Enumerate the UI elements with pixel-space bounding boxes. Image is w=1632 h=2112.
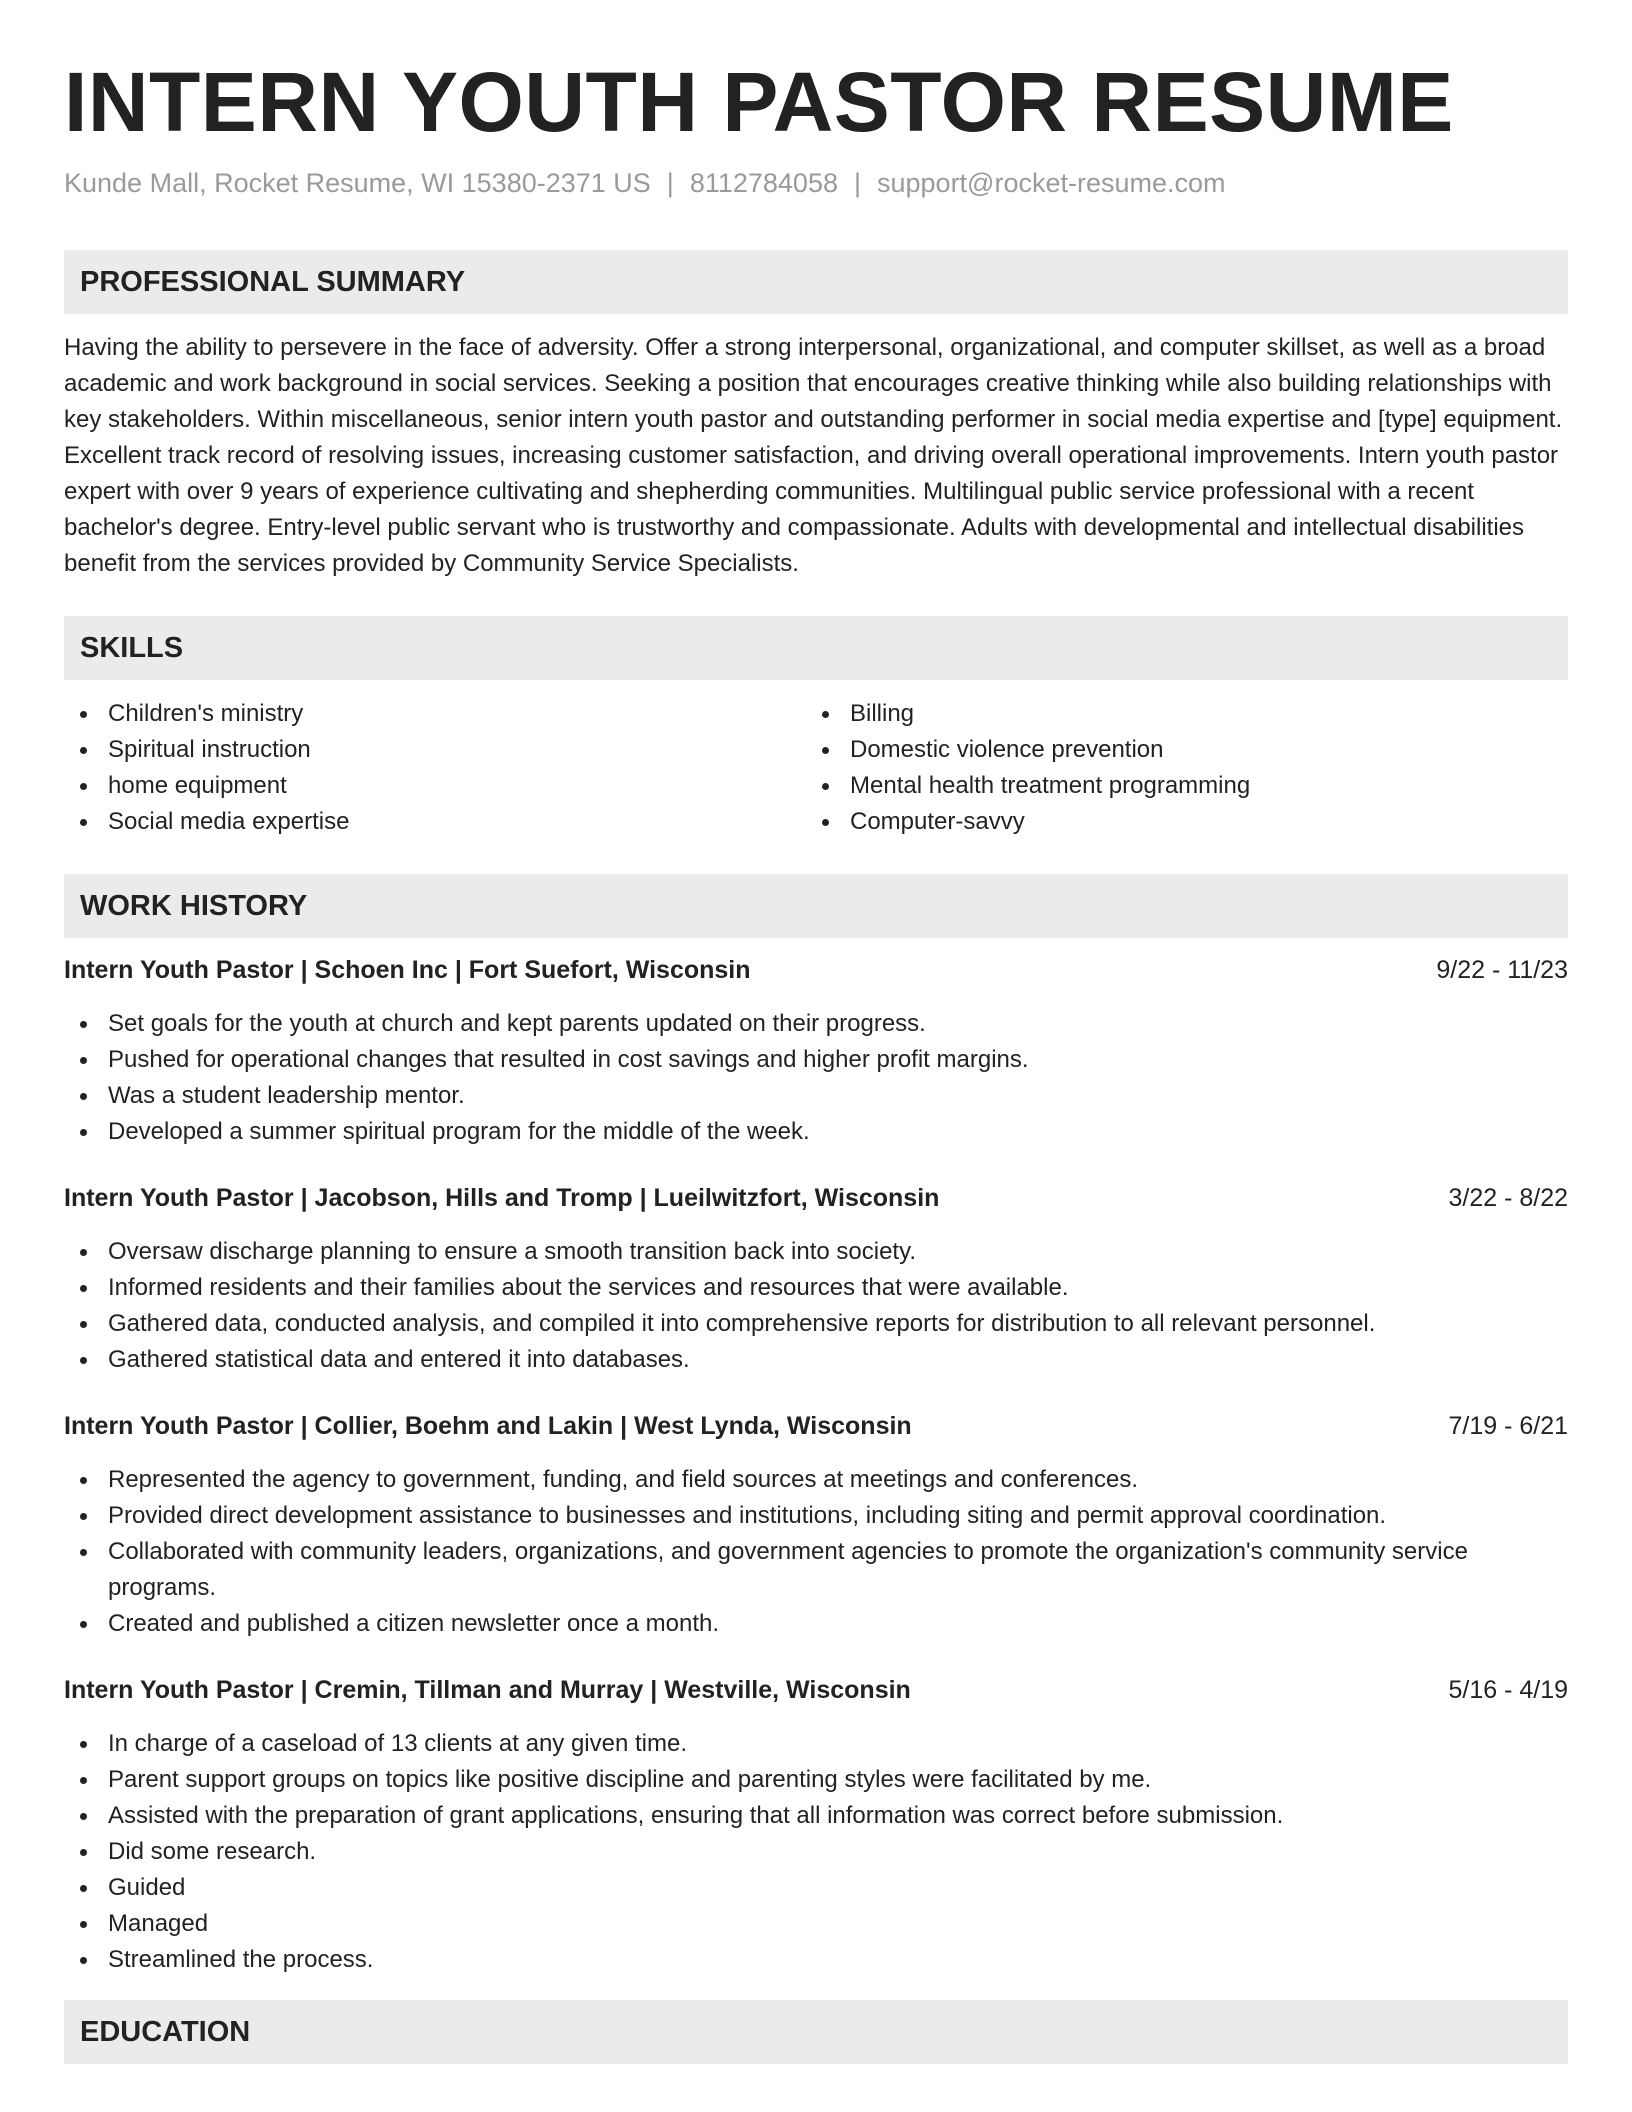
job-header — [64, 1672, 1568, 1708]
job-entry — [64, 1180, 1568, 1378]
job-bullets — [64, 1006, 1568, 1150]
job-dates: 5/16 - 4/19 — [1448, 1676, 1568, 1704]
job-bullet: Parent support groups on topics like positive discipline and parenting styles were facilitated by me. — [64, 1762, 1568, 1798]
job-entry — [64, 1408, 1568, 1642]
summary-text: Having the ability to persevere in the face of adversity. Offer a strong interpersonal, organizational, and computer skillset, as well as a broad academic and work background in social services. Seeking a position that encourages creative thinking while also building relationships with key stakeholders. Within miscellaneous, senior intern youth pastor and outstanding performer in social media expertise and [type] equipment. Excellent track record of resolving issues, increasing customer satisfaction, and driving overall operational improvements. Intern youth pastor expert with over 9 years of experience cultivating and shepherding communities. Multilingual public service professional with a recent bachelor's degree. Entry-level public servant who is trustworthy and compassionate. Adults with developmental and intellectual disabilities benefit from the services provided by Community Service Specialists. — [64, 334, 1563, 577]
job-title: Intern Youth Pastor | Jacobson, Hills and Tromp | Lueilwitzfort, Wisconsin — [64, 1184, 940, 1212]
job-bullets — [64, 1462, 1568, 1642]
job-title: Intern Youth Pastor | Collier, Boehm and Lakin | West Lynda, Wisconsin — [64, 1412, 912, 1440]
contact-separator: | — [853, 168, 861, 198]
section-heading-education: EDUCATION — [64, 2000, 1568, 2064]
job-bullet: Managed — [64, 1906, 1568, 1942]
contact-address: Kunde Mall, Rocket Resume, WI 15380-2371 US — [64, 168, 651, 198]
job-bullets — [64, 1726, 1568, 1978]
job-dates: 7/19 - 6/21 — [1448, 1412, 1568, 1440]
job-bullet: Oversaw discharge planning to ensure a smooth transition back into society. — [64, 1234, 1568, 1270]
section-heading-skills: SKILLS — [64, 616, 1568, 680]
contact-phone: 8112784058 — [689, 168, 838, 198]
section-heading-work-history: WORK HISTORY — [64, 874, 1568, 938]
skills-column-right — [806, 696, 1548, 840]
skill-item: Billing — [806, 696, 1548, 732]
skill-item: Computer-savvy — [806, 804, 1548, 840]
job-title: Intern Youth Pastor | Cremin, Tillman and Murray | Westville, Wisconsin — [64, 1676, 911, 1704]
job-dates: 9/22 - 11/23 — [1436, 956, 1568, 984]
resume-title: INTERN YOUTH PASTOR RESUME — [64, 55, 1454, 149]
section-heading-summary: PROFESSIONAL SUMMARY — [64, 250, 1568, 314]
job-bullet: Streamlined the process. — [64, 1942, 1568, 1978]
job-bullet: Collaborated with community leaders, organizations, and government agencies to promote the organization's community service programs. — [64, 1534, 1568, 1606]
job-header — [64, 1408, 1568, 1444]
skill-item: Children's ministry — [64, 696, 806, 732]
job-dates: 3/22 - 8/22 — [1448, 1184, 1568, 1212]
skill-item: home equipment — [64, 768, 806, 804]
skill-item: Social media expertise — [64, 804, 806, 840]
job-bullets — [64, 1234, 1568, 1378]
contact-line — [64, 166, 1568, 200]
job-bullet: Guided — [64, 1870, 1568, 1906]
contact-email: support@rocket-resume.com — [877, 168, 1226, 198]
job-bullet: In charge of a caseload of 13 clients at any given time. — [64, 1726, 1568, 1762]
job-bullet: Represented the agency to government, funding, and field sources at meetings and conferences. — [64, 1462, 1568, 1498]
job-title: Intern Youth Pastor | Schoen Inc | Fort Suefort, Wisconsin — [64, 956, 751, 984]
job-bullet: Provided direct development assistance to businesses and institutions, including siting and permit approval coordination. — [64, 1498, 1568, 1534]
job-entry — [64, 1672, 1568, 1978]
job-bullet: Did some research. — [64, 1834, 1568, 1870]
skill-item: Spiritual instruction — [64, 732, 806, 768]
skill-item: Domestic violence prevention — [806, 732, 1548, 768]
job-bullet: Created and published a citizen newsletter once a month. — [64, 1606, 1568, 1642]
skills-column-left — [64, 696, 806, 840]
job-bullet: Gathered statistical data and entered it into databases. — [64, 1342, 1568, 1378]
job-header — [64, 952, 1568, 988]
job-entry — [64, 952, 1568, 1150]
skills-list — [64, 696, 1568, 840]
skill-item: Mental health treatment programming — [806, 768, 1548, 804]
job-bullet: Set goals for the youth at church and kept parents updated on their progress. — [64, 1006, 1568, 1042]
job-bullet: Assisted with the preparation of grant applications, ensuring that all information was correct before submission. — [64, 1798, 1568, 1834]
contact-separator: | — [666, 168, 674, 198]
job-bullet: Was a student leadership mentor. — [64, 1078, 1568, 1114]
job-header — [64, 1180, 1568, 1216]
job-bullet: Informed residents and their families about the services and resources that were available. — [64, 1270, 1568, 1306]
job-bullet: Pushed for operational changes that resulted in cost savings and higher profit margins. — [64, 1042, 1568, 1078]
job-bullet: Gathered data, conducted analysis, and compiled it into comprehensive reports for distribution to all relevant personnel. — [64, 1306, 1568, 1342]
job-bullet: Developed a summer spiritual program for the middle of the week. — [64, 1114, 1568, 1150]
